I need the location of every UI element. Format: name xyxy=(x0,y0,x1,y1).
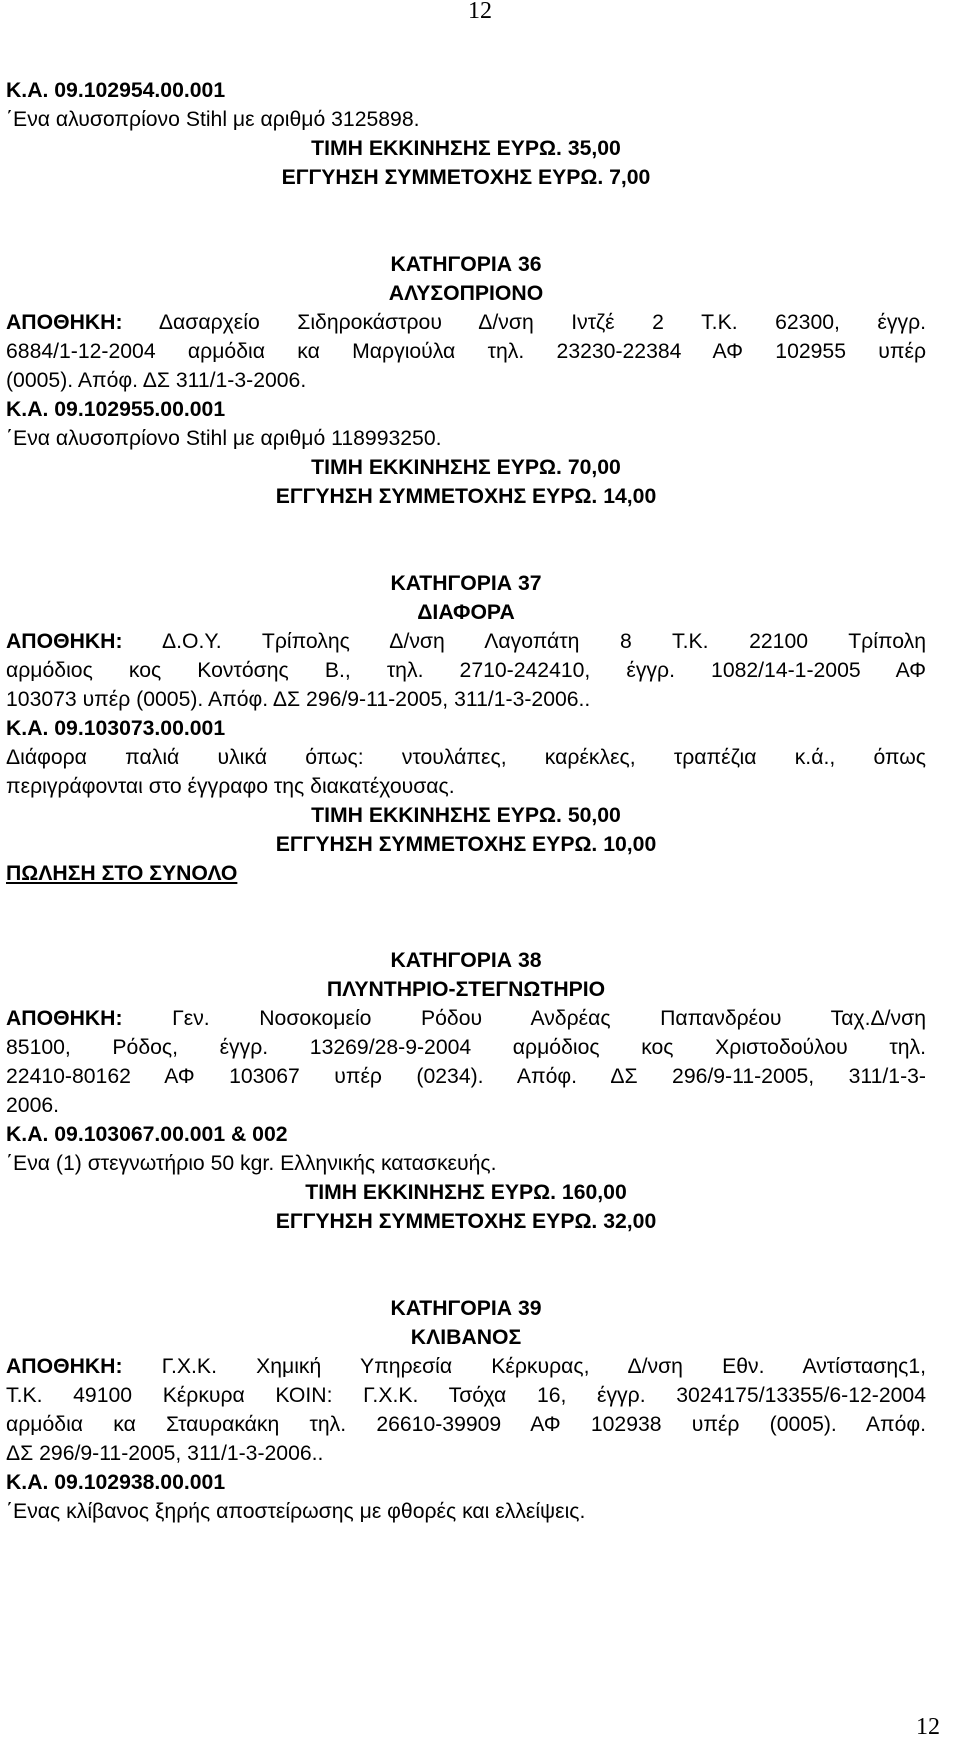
lot-code: Κ.Α. 09.102954.00.001 xyxy=(6,79,226,102)
warehouse-label: ΑΠΟΘΗΚΗ: xyxy=(6,1355,123,1378)
category-heading: ΚΑΤΗΓΟΡΙΑ 38 xyxy=(390,949,542,972)
category-heading: ΚΑΤΗΓΟΡΙΑ 39 xyxy=(390,1297,542,1320)
warehouse-line: 103073 υπέρ (0005). Απόφ. ΔΣ 296/9-11-2005, 311/1-3-2006.. xyxy=(6,688,591,711)
warehouse-line xyxy=(6,308,926,337)
lot-code: Κ.Α. 09.102955.00.001 xyxy=(6,398,226,421)
warehouse-line xyxy=(6,627,926,656)
start-price: ΤΙΜΗ ΕΚΚΙΝΗΣΗΣ ΕΥΡΩ. 160,00 xyxy=(305,1181,627,1204)
lot-description: ΄Ενα αλυσοπρίονο Stihl με αριθμό 118993250. xyxy=(6,427,442,450)
warehouse-line xyxy=(6,1352,926,1381)
warehouse-line: 22410-80162 ΑΦ 103067 υπέρ (0234). Απόφ. ΔΣ 296/9-11-2005, 311/1-3- xyxy=(6,1065,926,1088)
warehouse-line: 2006. xyxy=(6,1094,60,1117)
warehouse-label: ΑΠΟΘΗΚΗ: xyxy=(6,311,123,334)
warehouse-label: ΑΠΟΘΗΚΗ: xyxy=(6,1007,123,1030)
guarantee-amount: ΕΓΓΥΗΣΗ ΣΥΜΜΕΤΟΧΗΣ ΕΥΡΩ. 10,00 xyxy=(275,833,657,856)
warehouse-line: αρμόδια κα Σταυρακάκη τηλ. 26610-39909 ΑΦ 102938 υπέρ (0005). Απόφ. xyxy=(6,1413,926,1436)
lot-description: Διάφορα παλιά υλικά όπως: ντουλάπες, καρέκλες, τραπέζια κ.ά., όπως xyxy=(6,746,926,769)
warehouse-text: Δ.Ο.Υ. Τρίπολης Δ/νση Λαγοπάτη 8 Τ.Κ. 22100 Τρίπολη xyxy=(161,630,927,653)
document-body xyxy=(6,76,926,1526)
lot-code: Κ.Α. 09.102938.00.001 xyxy=(6,1471,226,1494)
warehouse-label: ΑΠΟΘΗΚΗ: xyxy=(6,630,123,653)
start-price: ΤΙΜΗ ΕΚΚΙΝΗΣΗΣ ΕΥΡΩ. 35,00 xyxy=(311,137,621,160)
category-name: ΑΛΥΣΟΠΡΙΟΝΟ xyxy=(388,282,544,305)
start-price: ΤΙΜΗ ΕΚΚΙΝΗΣΗΣ ΕΥΡΩ. 50,00 xyxy=(311,804,621,827)
warehouse-line: ΔΣ 296/9-11-2005, 311/1-3-2006.. xyxy=(6,1442,324,1465)
category-heading: ΚΑΤΗΓΟΡΙΑ 36 xyxy=(390,253,542,276)
warehouse-text: Γεν. Νοσοκομείο Ρόδου Ανδρέας Παπανδρέου Ταχ.Δ/νση xyxy=(172,1007,927,1030)
warehouse-line: 6884/1-12-2004 αρμόδια κα Μαργιούλα τηλ. 23230-22384 ΑΦ 102955 υπέρ xyxy=(6,340,926,363)
warehouse-line: (0005). Απόφ. ΔΣ 311/1-3-2006. xyxy=(6,369,307,392)
warehouse-text: Γ.Χ.Κ. Χημική Υπηρεσία Κέρκυρας, Δ/νση Εθν. Αντίστασης1, xyxy=(161,1355,927,1378)
page-number-bottom: 12 xyxy=(916,1714,940,1740)
lot-code: Κ.Α. 09.103073.00.001 xyxy=(6,717,226,740)
category-name: ΠΛΥΝΤΗΡΙΟ-ΣΤΕΓΝΩΤΗΡΙΟ xyxy=(326,978,606,1001)
warehouse-text: Δασαρχείο Σιδηροκάστρου Δ/νση Ιντζέ 2 Τ.Κ. 62300, έγγρ. xyxy=(158,311,927,334)
lot-code: Κ.Α. 09.103067.00.001 & 002 xyxy=(6,1123,288,1146)
page-number-top: 12 xyxy=(468,0,492,24)
lot-description: ΄Ενα αλυσοπρίονο Stihl με αριθμό 3125898. xyxy=(6,108,420,131)
warehouse-line xyxy=(6,1004,926,1033)
category-name: ΔΙΑΦΟΡΑ xyxy=(417,601,515,624)
start-price: ΤΙΜΗ ΕΚΚΙΝΗΣΗΣ ΕΥΡΩ. 70,00 xyxy=(311,456,621,479)
guarantee-amount: ΕΓΓΥΗΣΗ ΣΥΜΜΕΤΟΧΗΣ ΕΥΡΩ. 14,00 xyxy=(275,485,657,508)
lot-description: ΄Ενας κλίβανος ξηρής αποστείρωσης με φθορές και ελλείψεις. xyxy=(6,1500,586,1523)
warehouse-line: αρμόδιος κος Κοντόσης Β., τηλ. 2710-242410, έγγρ. 1082/14-1-2005 ΑΦ xyxy=(6,659,926,682)
sale-note: ΠΩΛΗΣΗ ΣΤΟ ΣΥΝΟΛΟ xyxy=(6,862,238,885)
category-name: ΚΛΙΒΑΝΟΣ xyxy=(410,1326,522,1349)
warehouse-line: 85100, Ρόδος, έγγρ. 13269/28-9-2004 αρμόδιος κος Χριστοδούλου τηλ. xyxy=(6,1036,926,1059)
lot-description: ΄Ενα (1) στεγνωτήριο 50 kgr. Ελληνικής κατασκευής. xyxy=(6,1152,497,1175)
guarantee-amount: ΕΓΓΥΗΣΗ ΣΥΜΜΕΤΟΧΗΣ ΕΥΡΩ. 7,00 xyxy=(281,166,651,189)
lot-description: περιγράφονται στο έγγραφο της διακατέχουσας. xyxy=(6,775,455,798)
guarantee-amount: ΕΓΓΥΗΣΗ ΣΥΜΜΕΤΟΧΗΣ ΕΥΡΩ. 32,00 xyxy=(275,1210,657,1233)
warehouse-line: Τ.Κ. 49100 Κέρκυρα ΚΟΙΝ: Γ.Χ.Κ. Τσόχα 16, έγγρ. 3024175/13355/6-12-2004 xyxy=(6,1384,926,1407)
category-heading: ΚΑΤΗΓΟΡΙΑ 37 xyxy=(390,572,542,595)
